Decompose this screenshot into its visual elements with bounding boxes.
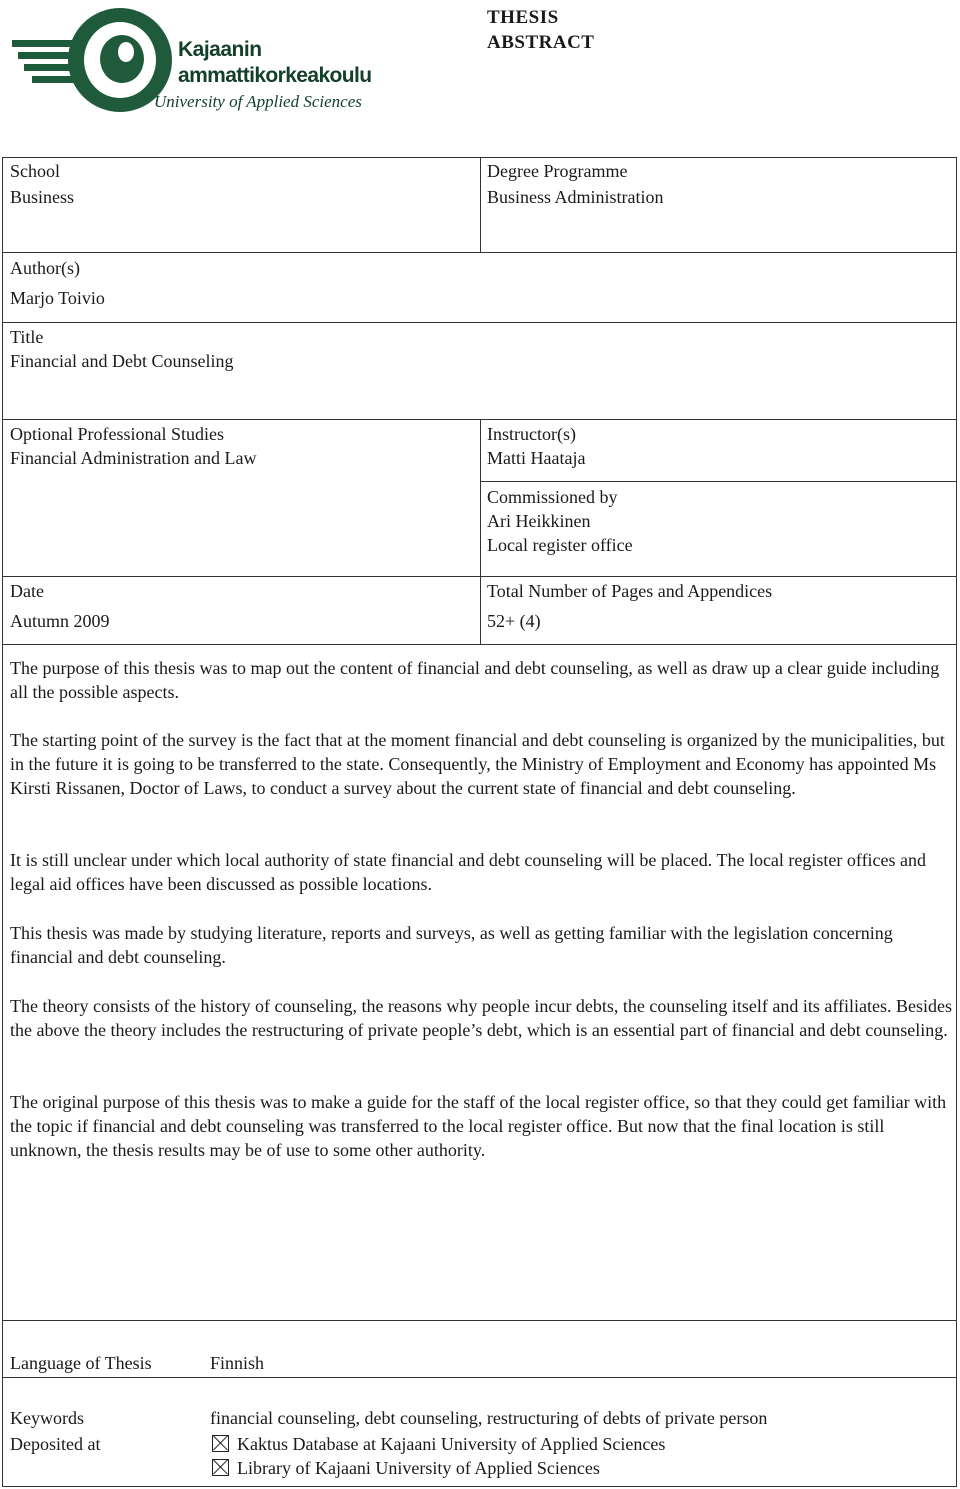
header-abstract: ABSTRACT (487, 32, 595, 53)
instructor-value: Matti Haataja (487, 448, 586, 468)
title-value: Financial and Debt Counseling (10, 351, 234, 371)
rule (480, 419, 481, 644)
checkbox-checked-icon[interactable] (212, 1459, 229, 1476)
pages-value: 52+ (4) (487, 611, 541, 631)
date-value: Autumn 2009 (10, 611, 110, 631)
logo-emblem-icon (8, 2, 178, 118)
checkbox-checked-icon[interactable] (212, 1435, 229, 1452)
header-thesis: THESIS (487, 7, 559, 28)
pages-label: Total Number of Pages and Appendices (487, 581, 773, 601)
author-value: Marjo Toivio (10, 288, 105, 308)
rule (3, 644, 956, 645)
commissioned-name: Ari Heikkinen (487, 511, 591, 531)
university-logo (8, 2, 400, 118)
commissioned-organization: Local register office (487, 535, 633, 555)
rule (480, 481, 956, 482)
deposited-label: Deposited at (10, 1434, 101, 1454)
deposit-option-label: Library of Kajaani University of Applied Sciences (237, 1458, 600, 1478)
optional-studies-label: Optional Professional Studies (10, 424, 224, 444)
school-label: School (10, 161, 61, 181)
rule (3, 252, 956, 253)
deposit-option-label: Kaktus Database at Kajaani University of Applied Sciences (237, 1434, 666, 1454)
language-label: Language of Thesis (10, 1353, 152, 1373)
optional-studies-value: Financial Administration and Law (10, 448, 257, 468)
instructor-label: Instructor(s) (487, 424, 576, 444)
degree-label: Degree Programme (487, 161, 628, 181)
degree-value: Business Administration (487, 187, 664, 207)
logo-name-line2: ammattikorkeakoulu (178, 64, 372, 87)
abstract-paragraph: It is still unclear under which local authority of state financial and debt counseling will be placed. The local register offices and legal aid offices have been discussed as possible locations. (10, 850, 927, 894)
rule (3, 1377, 956, 1378)
abstract-paragraph: The purpose of this thesis was to map out the content of financial and debt counseling, as well as draw up a clear guide including all the possible aspects. (10, 658, 940, 702)
school-value: Business (10, 187, 75, 207)
abstract-paragraph: The original purpose of this thesis was to make a guide for the staff of the local register office, so that they could get familiar with the topic if financial and debt counseling was transferred to the local register office. But now that the final location is still unknown, the thesis results may be of use to some other authority. (10, 1092, 947, 1160)
date-label: Date (10, 581, 44, 601)
abstract-paragraph: The theory consists of the history of counseling, the reasons why people incur debts, the counseling itself and its affiliates. Besides the above the theory includes the restructuring of private people’s debt, which is an essential part of financial and debt counseling. (10, 996, 952, 1040)
author-label: Author(s) (10, 258, 80, 278)
keywords-value: financial counseling, debt counseling, restructuring of debts of private person (210, 1408, 768, 1428)
logo-tagline: University of Applied Sciences (154, 92, 362, 111)
abstract-paragraph: This thesis was made by studying literature, reports and surveys, as well as getting familiar with the legislation concerning financial and debt counseling. (10, 923, 893, 967)
commissioned-label: Commissioned by (487, 487, 618, 507)
deposit-option-kaktus[interactable] (212, 1432, 665, 1456)
title-label: Title (10, 327, 44, 347)
rule (480, 158, 481, 252)
rule (3, 1320, 956, 1321)
rule (3, 322, 956, 323)
deposit-option-library[interactable] (212, 1456, 600, 1480)
keywords-label: Keywords (10, 1408, 84, 1428)
document-header (487, 5, 594, 55)
logo-name-line1: Kajaanin (178, 38, 262, 61)
abstract-paragraph: The starting point of the survey is the fact that at the moment financial and debt counseling is organized by the municipalities, but in the future it is going to be transferred to the state. Consequently, the Ministry of Employment and Economy has appointed Ms Kirsti Rissanen, Doctor of Laws, to conduct a survey about the current state of financial and debt counseling. (10, 730, 945, 798)
language-value: Finnish (210, 1353, 265, 1373)
